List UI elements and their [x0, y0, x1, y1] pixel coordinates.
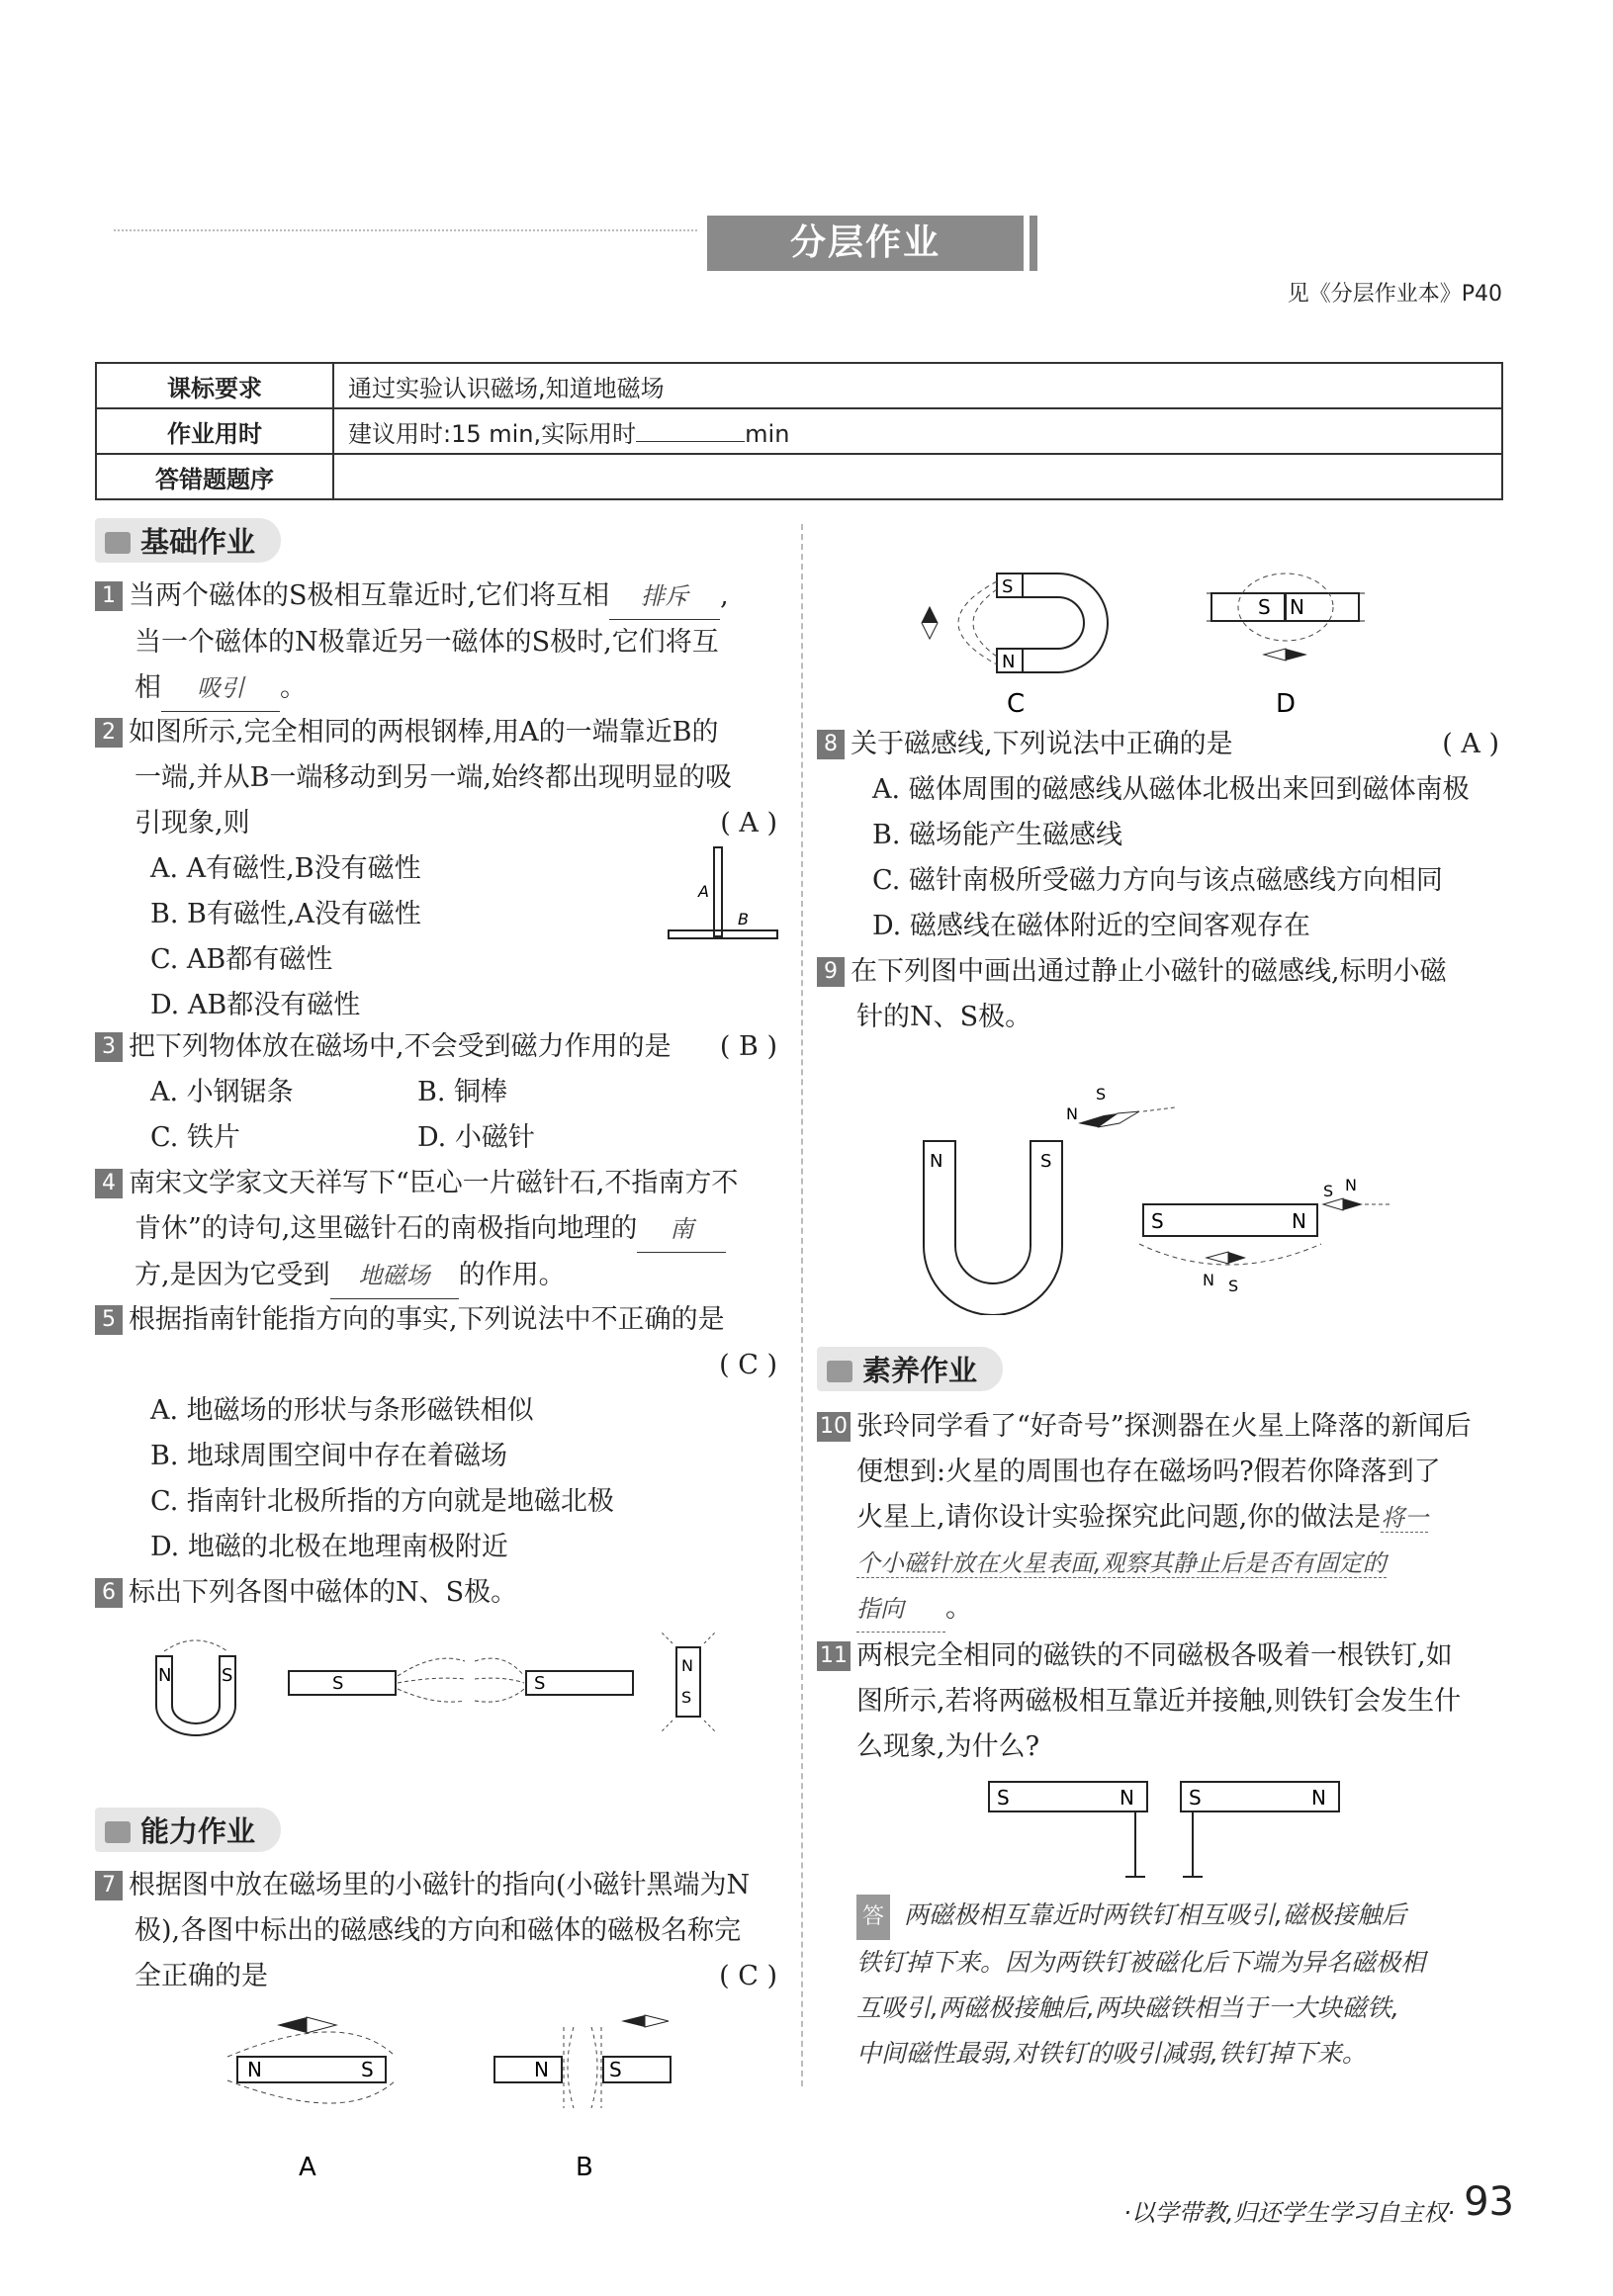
option-b[interactable]: B. 地球周围空间中存在着磁场: [150, 1441, 508, 1471]
figD-caption: D: [1276, 689, 1297, 719]
answer-choice: ( B ): [719, 1031, 777, 1062]
answer-choice: ( C ): [719, 1961, 777, 1991]
answer-blank[interactable]: 南: [637, 1206, 726, 1253]
option-c[interactable]: C. 铁片: [150, 1122, 240, 1153]
q-text: 把下列物体放在磁场中,不会受到磁力作用的是: [129, 1031, 672, 1062]
q-text: 标出下列各图中磁体的N、S极。: [129, 1577, 518, 1608]
answer-text: 互吸引,两磁极接触后,两块磁铁相当于一大块磁铁,: [856, 1993, 1399, 2022]
question-number: 3: [95, 1032, 123, 1062]
question-11: [817, 1634, 1509, 1770]
option-a[interactable]: A. 地磁场的形状与条形磁铁相似: [150, 1395, 534, 1426]
answer-blank[interactable]: 排斥: [609, 574, 720, 620]
answer-blank[interactable]: 吸引: [161, 665, 280, 712]
requirement-table: [95, 362, 1503, 500]
question-9: [817, 949, 1499, 1040]
answer-choice: ( A ): [720, 808, 777, 839]
option-c[interactable]: C. 指南针北极所指的方向就是地磁北极: [150, 1486, 614, 1517]
question-6: [95, 1570, 777, 1616]
bar1-pole: S: [332, 1673, 344, 1694]
page-title: 分层作业: [707, 216, 1024, 271]
question-number: 5: [95, 1305, 123, 1335]
option-d[interactable]: D. 磁感线在磁体附近的空间客观存在: [872, 911, 1310, 941]
answer-blank[interactable]: 地磁场: [330, 1253, 459, 1299]
vbar-top-pole: N: [681, 1656, 693, 1675]
q-text: 图所示,若将两磁极相互靠近并接触,则铁钉会发生什: [856, 1686, 1462, 1717]
q-text: 一端,并从B一端移动到另一端,始终都出现明显的吸: [134, 762, 733, 793]
q-text: 当一个磁体的N极靠近另一磁体的S极时,它们将互: [134, 627, 719, 658]
question-number: 1: [95, 581, 123, 611]
option-a[interactable]: A. 磁体周围的磁感线从磁体北极出来回到磁体南极: [872, 774, 1470, 805]
q-text: 如图所示,完全相同的两根钢棒,用A的一端靠近B的: [129, 717, 719, 748]
q-text: 么现象,为什么?: [856, 1731, 1040, 1762]
table-value: [333, 408, 1502, 454]
table-row: [96, 454, 1502, 499]
q-text: 两根完全相同的磁铁的不同磁极各吸着一根铁钉,如: [856, 1640, 1453, 1671]
q-text: 针的N、S极。: [856, 1002, 1032, 1032]
section-pill: [95, 518, 281, 563]
option-d[interactable]: D. 地磁的北极在地理南极附近: [150, 1532, 508, 1562]
answer-choice: ( A ): [1442, 729, 1499, 759]
figC-n: N: [1002, 652, 1016, 672]
question-number: 10: [817, 1412, 851, 1442]
question-number: 7: [95, 1871, 123, 1900]
figB-caption: B: [576, 2153, 593, 2182]
q-text: 。: [945, 1593, 972, 1624]
question-5: [95, 1297, 777, 1570]
answer-text: 铁钉掉下来。因为两铁钉被磁化后下端为异名磁极相: [856, 1948, 1426, 1977]
q-text: 火星上,请你设计实验探究此问题,你的做法是: [856, 1502, 1382, 1533]
q-text: 的作用。: [458, 1260, 566, 1290]
question-number: 8: [817, 730, 845, 759]
q7-figure-ab: [188, 1997, 702, 2185]
q-text: 全正确的是: [134, 1961, 268, 1991]
pencil-icon: [105, 1821, 131, 1843]
figA-s: S: [361, 2058, 374, 2081]
option-a[interactable]: A. A有磁性,B没有磁性: [150, 853, 421, 884]
answer-choice: ( C ): [719, 1350, 777, 1380]
question-10: [817, 1404, 1509, 1633]
u-s: S: [1040, 1151, 1052, 1172]
q-text: 根据图中放在磁场里的小磁针的指向(小磁针黑端为N: [129, 1870, 751, 1900]
q-text: 在下列图中画出通过静止小磁针的磁感线,标明小磁: [851, 956, 1447, 987]
section-literacy: [817, 1347, 1003, 1390]
q7-figure-cd: [910, 554, 1464, 722]
section-title: 基础作业: [140, 525, 256, 559]
magnet2-s: S: [1189, 1786, 1202, 1810]
answer-blank[interactable]: 指向: [856, 1586, 945, 1633]
table-key: 课标要求: [96, 363, 333, 408]
q-text: 。: [280, 672, 307, 703]
option-c[interactable]: C. 磁针南极所受磁力方向与该点磁感线方向相同: [872, 865, 1443, 896]
answer-blank[interactable]: 将一: [1381, 1504, 1429, 1532]
needle3-n: N: [1203, 1271, 1214, 1289]
answer-text: 两磁极相互靠近时两铁钉相互吸引,磁极接触后: [904, 1900, 1406, 1929]
q-text: 相: [134, 672, 161, 703]
question-number: 11: [817, 1641, 851, 1671]
header-divider: [114, 229, 697, 237]
fig-label-a: A: [698, 882, 709, 901]
column-divider: [801, 524, 803, 2086]
table-value: 通过实验认识磁场,知道地磁场: [333, 363, 1502, 408]
magnet1-n: N: [1120, 1786, 1134, 1810]
needle1-s: S: [1096, 1085, 1107, 1104]
q-text: 极),各图中标出的磁感线的方向和磁体的磁极名称完: [134, 1915, 742, 1946]
needle2-s: S: [1323, 1182, 1334, 1200]
q-text: 肯休”的诗句,这里磁针石的南极指向地理的: [134, 1213, 638, 1244]
table-row: [96, 363, 1502, 408]
option-d[interactable]: D. 小磁针: [417, 1122, 535, 1153]
vbar-bottom-pole: S: [681, 1688, 692, 1707]
q2-figure: [663, 845, 781, 944]
answer-text: 中间磁性最弱,对铁钉的吸引减弱,铁钉掉下来。: [856, 2039, 1367, 2068]
section-basic: [95, 518, 281, 562]
q-text: 方,是因为它受到: [134, 1260, 330, 1290]
u-right-pole: S: [222, 1665, 233, 1686]
answer-blank[interactable]: 个小磁针放在火星表面,观察其静止后是否有固定的: [856, 1549, 1387, 1577]
section-pill: [817, 1347, 1003, 1391]
u-left-pole: N: [158, 1665, 172, 1686]
section-title: 素养作业: [862, 1354, 978, 1387]
question-number: 4: [95, 1169, 123, 1198]
q-text: 南宋文学家文天祥写下“臣心一片磁针石,不指南方不: [129, 1168, 739, 1198]
q-text: 根据指南针能指方向的事实,下列说法中不正确的是: [129, 1304, 725, 1335]
option-b[interactable]: B. B有磁性,A没有磁性: [150, 899, 421, 929]
q-text: 便想到:火星的周围也存在磁场吗?假若你降落到了: [856, 1457, 1441, 1487]
figD-s: S: [1258, 595, 1271, 619]
footer-slogan: ·以学带教,归还学生学习自主权·: [1123, 2199, 1455, 2227]
question-8: [817, 722, 1499, 949]
figB-s: S: [609, 2058, 622, 2081]
option-b[interactable]: B. 铜棒: [417, 1077, 508, 1107]
needle1-n: N: [1066, 1104, 1078, 1123]
time-unit: min: [745, 419, 790, 448]
needle3-s: S: [1228, 1277, 1239, 1295]
q11-answer: [856, 1893, 1509, 2076]
question-number: 2: [95, 718, 123, 748]
pencil-icon: [105, 532, 131, 554]
table-key: 作业用时: [96, 408, 333, 454]
question-number: 6: [95, 1578, 123, 1608]
time-blank[interactable]: [636, 441, 745, 442]
page-number: 93: [1464, 2179, 1514, 2225]
figC-s: S: [1002, 576, 1014, 597]
table-key: 答错题题序: [96, 454, 333, 499]
question-number: 9: [817, 957, 845, 987]
section-title: 能力作业: [140, 1814, 256, 1848]
q-text: 关于磁感线,下列说法中正确的是: [851, 729, 1233, 759]
figD-n: N: [1290, 595, 1304, 619]
figA-n: N: [247, 2058, 262, 2081]
time-label: 建议用时:15 min,实际用时: [348, 419, 637, 448]
figB-n: N: [534, 2058, 549, 2081]
question-1: [95, 574, 777, 712]
section-ability: [95, 1808, 281, 1851]
pencil-icon: [827, 1361, 852, 1382]
option-d[interactable]: D. AB都没有磁性: [150, 990, 361, 1020]
figC-caption: C: [1007, 689, 1026, 719]
q11-figure: [979, 1778, 1355, 1887]
u-n: N: [930, 1151, 943, 1172]
needle2-n: N: [1345, 1176, 1357, 1194]
question-3: [95, 1024, 777, 1161]
reference-note: 见《分层作业本》P40: [1287, 282, 1502, 307]
magnet2-n: N: [1311, 1786, 1326, 1810]
figA-caption: A: [299, 2153, 316, 2182]
q9-figure: [910, 1078, 1424, 1315]
magnet1-s: S: [997, 1786, 1010, 1810]
q-text: 张玲同学看了“好奇号”探测器在火星上降落的新闻后: [856, 1411, 1472, 1442]
option-b[interactable]: B. 磁场能产生磁感线: [872, 820, 1123, 850]
option-a[interactable]: A. 小钢锯条: [150, 1077, 294, 1107]
fig-label-b: B: [738, 910, 749, 928]
q-text: 引现象,则: [134, 808, 250, 839]
table-row: [96, 408, 1502, 454]
question-4: [95, 1161, 777, 1299]
bar-n: N: [1292, 1209, 1306, 1233]
section-pill: [95, 1808, 281, 1852]
option-c[interactable]: C. AB都有磁性: [150, 944, 333, 975]
table-value[interactable]: [333, 454, 1502, 499]
q6-figure: [138, 1622, 752, 1740]
answer-label: 答: [856, 1895, 890, 1940]
bar-s: S: [1151, 1209, 1164, 1233]
question-7: [95, 1863, 777, 1999]
q-text: 当两个磁体的S极相互靠近时,它们将互相: [129, 580, 610, 611]
q-text: ,: [720, 580, 729, 611]
bar2-pole: S: [534, 1673, 546, 1694]
